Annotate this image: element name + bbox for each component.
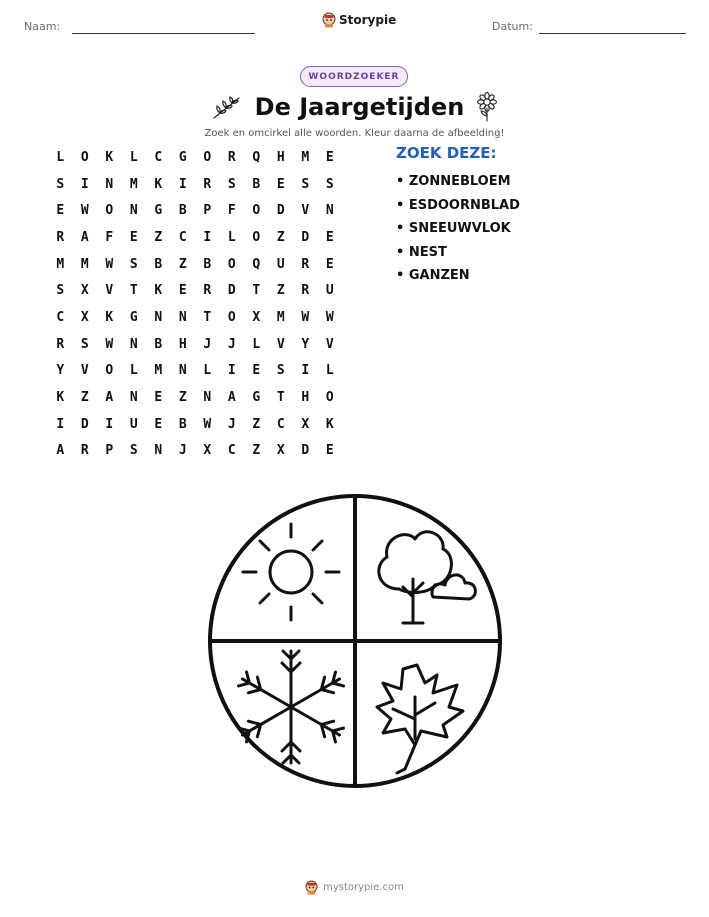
grid-letter[interactable]: R (56, 336, 65, 352)
grid-letter[interactable]: A (227, 390, 236, 406)
grid-letter[interactable]: D (276, 203, 285, 219)
grid-letter[interactable]: J (227, 416, 236, 432)
grid-letter[interactable]: W (325, 309, 334, 325)
grid-letter[interactable]: O (203, 149, 212, 165)
grid-letter[interactable]: E (154, 390, 163, 406)
grid-letter[interactable]: C (56, 309, 65, 325)
brand-name: Storypie (339, 13, 397, 27)
brand-logo (322, 12, 396, 28)
grid-letter[interactable]: S (276, 363, 285, 379)
grid-letter[interactable]: Y (56, 363, 65, 379)
grid-letter[interactable]: Z (252, 443, 261, 459)
grid-letter[interactable]: T (276, 390, 285, 406)
grid-letter[interactable]: E (178, 283, 187, 299)
grid-letter[interactable]: M (276, 309, 285, 325)
grid-letter[interactable]: K (325, 416, 334, 432)
grid-letter[interactable]: O (252, 203, 261, 219)
grid-letter[interactable]: N (105, 176, 114, 192)
grid-letter[interactable]: S (129, 443, 138, 459)
storypie-mascot-icon (322, 12, 336, 28)
grid-letter[interactable]: K (105, 309, 114, 325)
grid-letter[interactable]: X (203, 443, 212, 459)
grid-letter[interactable]: Z (178, 256, 187, 272)
grid-letter[interactable]: E (325, 443, 334, 459)
grid-letter[interactable]: E (325, 229, 334, 245)
grid-letter[interactable]: I (105, 416, 114, 432)
grid-letter[interactable]: C (227, 443, 236, 459)
grid-letter[interactable]: R (203, 283, 212, 299)
grid-letter[interactable]: D (227, 283, 236, 299)
grid-letter[interactable]: I (203, 229, 212, 245)
grid-letter[interactable]: S (301, 176, 310, 192)
word-list (396, 170, 520, 288)
grid-letter[interactable]: E (325, 256, 334, 272)
worksheet-type-badge: WOORDZOEKER (300, 66, 408, 87)
grid-letter[interactable]: N (154, 309, 163, 325)
grid-letter[interactable]: F (227, 203, 236, 219)
grid-letter[interactable]: O (227, 309, 236, 325)
grid-letter[interactable]: H (178, 336, 187, 352)
grid-letter[interactable]: B (154, 256, 163, 272)
grid-letter[interactable]: L (227, 229, 236, 245)
grid-letter[interactable]: Z (276, 229, 285, 245)
grid-letter[interactable]: P (203, 203, 212, 219)
grid-letter[interactable]: N (129, 203, 138, 219)
word-search-grid (48, 144, 342, 464)
grid-letter[interactable]: N (129, 336, 138, 352)
wheat-icon (211, 94, 243, 120)
grid-letter[interactable]: V (301, 203, 310, 219)
grid-letter[interactable]: O (227, 256, 236, 272)
tree-icon (379, 532, 476, 623)
grid-letter[interactable]: C (154, 149, 163, 165)
word-list-title: ZOEK DEZE: (396, 144, 497, 162)
maple-leaf-icon (377, 665, 463, 773)
grid-letter[interactable]: L (203, 363, 212, 379)
name-field-line (72, 33, 255, 34)
grid-letter[interactable]: Q (252, 256, 261, 272)
grid-letter[interactable]: D (80, 416, 89, 432)
grid-letter[interactable]: Z (178, 390, 187, 406)
grid-letter[interactable]: C (178, 229, 187, 245)
grid-letter[interactable]: M (129, 176, 138, 192)
grid-letter[interactable]: X (276, 443, 285, 459)
sunflower-icon (476, 92, 498, 122)
grid-letter[interactable]: K (105, 149, 114, 165)
grid-letter[interactable]: L (129, 363, 138, 379)
word-list-item: • SNEEUWVLOK (396, 221, 511, 236)
grid-letter[interactable]: E (56, 203, 65, 219)
grid-letter[interactable]: E (325, 149, 334, 165)
grid-letter[interactable]: S (56, 283, 65, 299)
grid-letter[interactable]: I (80, 176, 89, 192)
grid-letter[interactable]: D (301, 229, 310, 245)
grid-letter[interactable]: N (178, 363, 187, 379)
grid-letter[interactable]: J (227, 336, 236, 352)
grid-letter[interactable]: O (105, 203, 114, 219)
sun-icon (243, 524, 339, 620)
grid-letter[interactable]: Q (252, 149, 261, 165)
grid-letter[interactable]: A (80, 229, 89, 245)
grid-letter[interactable]: R (227, 149, 236, 165)
grid-letter[interactable]: S (129, 256, 138, 272)
grid-letter[interactable]: I (178, 176, 187, 192)
grid-letter[interactable]: W (105, 256, 114, 272)
grid-letter[interactable]: G (154, 203, 163, 219)
grid-letter[interactable]: N (154, 443, 163, 459)
grid-letter[interactable]: I (56, 416, 65, 432)
grid-letter[interactable]: O (325, 390, 334, 406)
grid-letter[interactable]: B (203, 256, 212, 272)
grid-letter[interactable]: S (56, 176, 65, 192)
grid-letter[interactable]: U (129, 416, 138, 432)
grid-letter[interactable]: O (105, 363, 114, 379)
seasons-coloring-illustration (207, 493, 503, 789)
grid-letter[interactable]: S (227, 176, 236, 192)
grid-letter[interactable]: W (80, 203, 89, 219)
grid-letter[interactable]: E (276, 176, 285, 192)
grid-letter[interactable]: X (252, 309, 261, 325)
footer (0, 880, 709, 895)
grid-letter[interactable]: N (325, 203, 334, 219)
grid-letter[interactable]: H (276, 149, 285, 165)
grid-letter[interactable]: N (203, 390, 212, 406)
grid-letter[interactable]: U (325, 283, 334, 299)
grid-letter[interactable]: G (252, 390, 261, 406)
word-list-item: • ZONNEBLOEM (396, 174, 511, 189)
grid-letter[interactable]: Z (154, 229, 163, 245)
grid-letter[interactable]: G (129, 309, 138, 325)
grid-letter[interactable]: H (301, 390, 310, 406)
grid-letter[interactable]: M (56, 256, 65, 272)
grid-letter[interactable]: V (276, 336, 285, 352)
grid-letter[interactable]: E (154, 416, 163, 432)
grid-letter[interactable]: K (154, 283, 163, 299)
grid-letter[interactable]: V (325, 336, 334, 352)
grid-letter[interactable]: N (129, 390, 138, 406)
word-list-item: • ESDOORNBLAD (396, 197, 520, 213)
grid-letter[interactable]: R (203, 176, 212, 192)
grid-letter[interactable]: B (252, 176, 261, 192)
grid-letter[interactable]: Y (301, 336, 310, 352)
grid-letter[interactable]: D (301, 443, 310, 459)
grid-letter[interactable]: B (178, 203, 187, 219)
grid-letter[interactable]: R (80, 443, 89, 459)
grid-letter[interactable]: R (301, 283, 310, 299)
grid-letter[interactable]: J (203, 336, 212, 352)
grid-letter[interactable]: Z (276, 283, 285, 299)
grid-letter[interactable]: L (56, 149, 65, 165)
word-list-item: • GANZEN (396, 268, 470, 283)
word-list-item: • NEST (396, 244, 447, 260)
grid-letter[interactable]: N (178, 309, 187, 325)
grid-letter[interactable]: M (301, 149, 310, 165)
grid-letter[interactable]: O (80, 149, 89, 165)
grid-letter[interactable]: B (154, 336, 163, 352)
grid-letter[interactable]: X (301, 416, 310, 432)
grid-letter[interactable]: E (252, 363, 261, 379)
title-row (0, 92, 709, 122)
grid-letter[interactable]: A (105, 390, 114, 406)
page-title: De Jaargetijden (254, 93, 465, 121)
grid-letter[interactable]: Z (252, 416, 261, 432)
grid-letter[interactable]: C (276, 416, 285, 432)
grid-letter[interactable]: B (178, 416, 187, 432)
grid-letter[interactable]: A (56, 443, 65, 459)
grid-letter[interactable]: U (276, 256, 285, 272)
name-label: Naam: (24, 20, 61, 33)
grid-letter[interactable]: W (203, 416, 212, 432)
grid-letter[interactable]: V (105, 283, 114, 299)
grid-letter[interactable]: K (154, 176, 163, 192)
grid-letter[interactable]: J (178, 443, 187, 459)
grid-letter[interactable]: X (80, 283, 89, 299)
grid-letter[interactable]: V (80, 363, 89, 379)
grid-letter[interactable]: T (129, 283, 138, 299)
grid-letter[interactable]: F (105, 229, 114, 245)
grid-letter[interactable]: M (154, 363, 163, 379)
grid-letter[interactable]: K (56, 390, 65, 406)
date-field-line (539, 33, 686, 34)
grid-letter[interactable]: R (56, 229, 65, 245)
grid-letter[interactable]: R (301, 256, 310, 272)
grid-letter[interactable]: L (129, 149, 138, 165)
grid-letter[interactable]: E (129, 229, 138, 245)
grid-letter[interactable]: G (178, 149, 187, 165)
storypie-mascot-icon (305, 880, 318, 895)
grid-letter[interactable]: L (252, 336, 261, 352)
grid-letter[interactable]: S (80, 336, 89, 352)
grid-letter[interactable]: T (203, 309, 212, 325)
grid-letter[interactable]: X (80, 309, 89, 325)
grid-letter[interactable]: W (105, 336, 114, 352)
instructions-text: Zoek en omcirkel alle woorden. Kleur daarna de afbeelding! (204, 128, 505, 139)
grid-letter[interactable]: W (301, 309, 310, 325)
footer-site-link[interactable]: mystorypie.com (323, 882, 404, 893)
grid-letter[interactable]: S (325, 176, 334, 192)
grid-letter[interactable]: I (301, 363, 310, 379)
grid-letter[interactable]: Z (80, 390, 89, 406)
grid-letter[interactable]: I (227, 363, 236, 379)
date-label: Datum: (492, 20, 533, 33)
grid-letter[interactable]: M (80, 256, 89, 272)
grid-letter[interactable]: O (252, 229, 261, 245)
grid-letter[interactable]: T (252, 283, 261, 299)
grid-letter[interactable]: L (325, 363, 334, 379)
grid-letter[interactable]: P (105, 443, 114, 459)
